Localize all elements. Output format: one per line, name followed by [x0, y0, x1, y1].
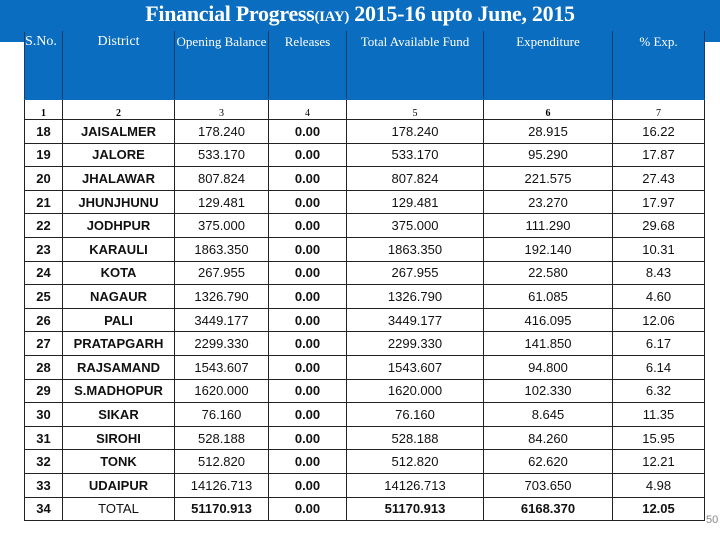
cell-rel: 0.00 — [269, 379, 347, 403]
cell-sno: 31 — [25, 426, 63, 450]
cell-sno: 32 — [25, 450, 63, 474]
cell-pct: 12.05 — [613, 497, 705, 521]
cell-pct: 15.95 — [613, 426, 705, 450]
cell-ob: 267.955 — [175, 261, 269, 285]
cell-rel: 0.00 — [269, 120, 347, 144]
cell-exp: 94.800 — [484, 355, 613, 379]
cell-pct: 16.22 — [613, 120, 705, 144]
cell-rel: 0.00 — [269, 237, 347, 261]
cell-exp: 192.140 — [484, 237, 613, 261]
cell-ob: 1326.790 — [175, 285, 269, 309]
table-row — [25, 214, 705, 238]
table-row — [25, 120, 705, 144]
cell-taf: 3449.177 — [347, 308, 484, 332]
cell-pct: 11.35 — [613, 403, 705, 427]
cell-taf: 178.240 — [347, 120, 484, 144]
cell-dist: JHALAWAR — [63, 167, 175, 191]
cell-taf: 807.824 — [347, 167, 484, 191]
cell-rel: 0.00 — [269, 426, 347, 450]
cell-rel: 0.00 — [269, 403, 347, 427]
cell-dist: KOTA — [63, 261, 175, 285]
cell-sno: 28 — [25, 355, 63, 379]
cell-exp: 141.850 — [484, 332, 613, 356]
cell-dist: KARAULI — [63, 237, 175, 261]
title-main: Financial Progress — [145, 1, 315, 26]
table-row — [25, 261, 705, 285]
cell-rel: 0.00 — [269, 473, 347, 497]
cell-dist: JAISALMER — [63, 120, 175, 144]
cell-ob: 512.820 — [175, 450, 269, 474]
cell-exp: 6168.370 — [484, 497, 613, 521]
cell-rel: 0.00 — [269, 450, 347, 474]
cell-taf: 51170.913 — [347, 497, 484, 521]
table-row — [25, 143, 705, 167]
cell-taf: 528.188 — [347, 426, 484, 450]
cell-dist: UDAIPUR — [63, 473, 175, 497]
cell-pct: 6.14 — [613, 355, 705, 379]
table-row — [25, 355, 705, 379]
cell-ob: 528.188 — [175, 426, 269, 450]
column-header-exp: Expenditure — [484, 32, 613, 100]
cell-exp: 23.270 — [484, 190, 613, 214]
cell-pct: 17.97 — [613, 190, 705, 214]
table-row — [25, 332, 705, 356]
cell-sno: 30 — [25, 403, 63, 427]
cell-exp: 61.085 — [484, 285, 613, 309]
cell-rel: 0.00 — [269, 143, 347, 167]
total-row — [25, 497, 705, 521]
cell-taf: 76.160 — [347, 403, 484, 427]
cell-pct: 8.43 — [613, 261, 705, 285]
cell-ob: 76.160 — [175, 403, 269, 427]
table-row — [25, 450, 705, 474]
column-header-taf: Total Available Fund — [347, 32, 484, 100]
cell-rel: 0.00 — [269, 190, 347, 214]
cell-exp: 8.645 — [484, 403, 613, 427]
cell-pct: 6.17 — [613, 332, 705, 356]
cell-taf: 1543.607 — [347, 355, 484, 379]
column-index-row — [25, 100, 705, 120]
cell-sno: 27 — [25, 332, 63, 356]
cell-taf: 129.481 — [347, 190, 484, 214]
cell-dist: RAJSAMAND — [63, 355, 175, 379]
cell-rel: 0.00 — [269, 497, 347, 521]
cell-ob: 1543.607 — [175, 355, 269, 379]
cell-sno: 18 — [25, 120, 63, 144]
cell-dist: JHUNJHUNU — [63, 190, 175, 214]
cell-pct: 10.31 — [613, 237, 705, 261]
column-index: 3 — [175, 100, 269, 120]
cell-ob: 3449.177 — [175, 308, 269, 332]
table-row — [25, 237, 705, 261]
cell-ob: 375.000 — [175, 214, 269, 238]
cell-exp: 111.290 — [484, 214, 613, 238]
cell-exp: 102.330 — [484, 379, 613, 403]
cell-sno: 29 — [25, 379, 63, 403]
cell-sno: 23 — [25, 237, 63, 261]
cell-exp: 62.620 — [484, 450, 613, 474]
title-rest: 2015-16 upto June, 2015 — [349, 1, 575, 26]
column-index: 6 — [484, 100, 613, 120]
cell-sno: 22 — [25, 214, 63, 238]
cell-pct: 29.68 — [613, 214, 705, 238]
title-sub: (IAY) — [314, 9, 350, 25]
table-row — [25, 426, 705, 450]
cell-ob: 1863.350 — [175, 237, 269, 261]
cell-sno: 21 — [25, 190, 63, 214]
cell-dist: JODHPUR — [63, 214, 175, 238]
cell-dist: SIKAR — [63, 403, 175, 427]
cell-dist: TONK — [63, 450, 175, 474]
cell-dist: PRATAPGARH — [63, 332, 175, 356]
column-index: 1 — [25, 100, 63, 120]
cell-taf: 1620.000 — [347, 379, 484, 403]
table-row — [25, 308, 705, 332]
cell-ob: 178.240 — [175, 120, 269, 144]
cell-taf: 533.170 — [347, 143, 484, 167]
cell-taf: 14126.713 — [347, 473, 484, 497]
column-header-rel: Releases — [269, 32, 347, 100]
cell-pct: 6.32 — [613, 379, 705, 403]
cell-sno: 24 — [25, 261, 63, 285]
cell-rel: 0.00 — [269, 167, 347, 191]
table-row — [25, 190, 705, 214]
table-row — [25, 403, 705, 427]
cell-dist: S.MADHOPUR — [63, 379, 175, 403]
cell-sno: 26 — [25, 308, 63, 332]
cell-dist: NAGAUR — [63, 285, 175, 309]
cell-dist: TOTAL — [63, 497, 175, 521]
page-title — [0, 1, 720, 30]
table-row — [25, 285, 705, 309]
cell-exp: 84.260 — [484, 426, 613, 450]
cell-sno: 34 — [25, 497, 63, 521]
cell-ob: 1620.000 — [175, 379, 269, 403]
cell-sno: 33 — [25, 473, 63, 497]
column-index: 2 — [63, 100, 175, 120]
column-index: 4 — [269, 100, 347, 120]
table-row — [25, 167, 705, 191]
financial-progress-table — [24, 31, 705, 521]
cell-exp: 416.095 — [484, 308, 613, 332]
cell-rel: 0.00 — [269, 261, 347, 285]
table-row — [25, 473, 705, 497]
cell-ob: 807.824 — [175, 167, 269, 191]
cell-exp: 703.650 — [484, 473, 613, 497]
cell-rel: 0.00 — [269, 355, 347, 379]
cell-ob: 51170.913 — [175, 497, 269, 521]
cell-ob: 14126.713 — [175, 473, 269, 497]
cell-dist: JALORE — [63, 143, 175, 167]
cell-dist: PALI — [63, 308, 175, 332]
cell-pct: 12.06 — [613, 308, 705, 332]
cell-ob: 2299.330 — [175, 332, 269, 356]
cell-pct: 27.43 — [613, 167, 705, 191]
cell-exp: 22.580 — [484, 261, 613, 285]
cell-pct: 17.87 — [613, 143, 705, 167]
cell-taf: 267.955 — [347, 261, 484, 285]
cell-pct: 12.21 — [613, 450, 705, 474]
cell-rel: 0.00 — [269, 332, 347, 356]
cell-exp: 95.290 — [484, 143, 613, 167]
cell-dist: SIROHI — [63, 426, 175, 450]
column-index: 7 — [613, 100, 705, 120]
table-row — [25, 379, 705, 403]
page-number: 50 — [706, 514, 719, 526]
cell-rel: 0.00 — [269, 285, 347, 309]
cell-taf: 512.820 — [347, 450, 484, 474]
cell-exp: 221.575 — [484, 167, 613, 191]
cell-rel: 0.00 — [269, 214, 347, 238]
cell-taf: 2299.330 — [347, 332, 484, 356]
cell-ob: 533.170 — [175, 143, 269, 167]
cell-rel: 0.00 — [269, 308, 347, 332]
cell-pct: 4.60 — [613, 285, 705, 309]
column-header-sno: S.No. — [25, 32, 63, 100]
column-header-ob: Opening Balance — [175, 32, 269, 100]
cell-sno: 25 — [25, 285, 63, 309]
cell-pct: 4.98 — [613, 473, 705, 497]
cell-sno: 19 — [25, 143, 63, 167]
cell-taf: 1326.790 — [347, 285, 484, 309]
cell-ob: 129.481 — [175, 190, 269, 214]
column-index: 5 — [347, 100, 484, 120]
cell-taf: 1863.350 — [347, 237, 484, 261]
column-header-dist: District — [63, 32, 175, 100]
header-row — [25, 32, 705, 100]
column-header-pct: % Exp. — [613, 32, 705, 100]
cell-exp: 28.915 — [484, 120, 613, 144]
cell-taf: 375.000 — [347, 214, 484, 238]
cell-sno: 20 — [25, 167, 63, 191]
